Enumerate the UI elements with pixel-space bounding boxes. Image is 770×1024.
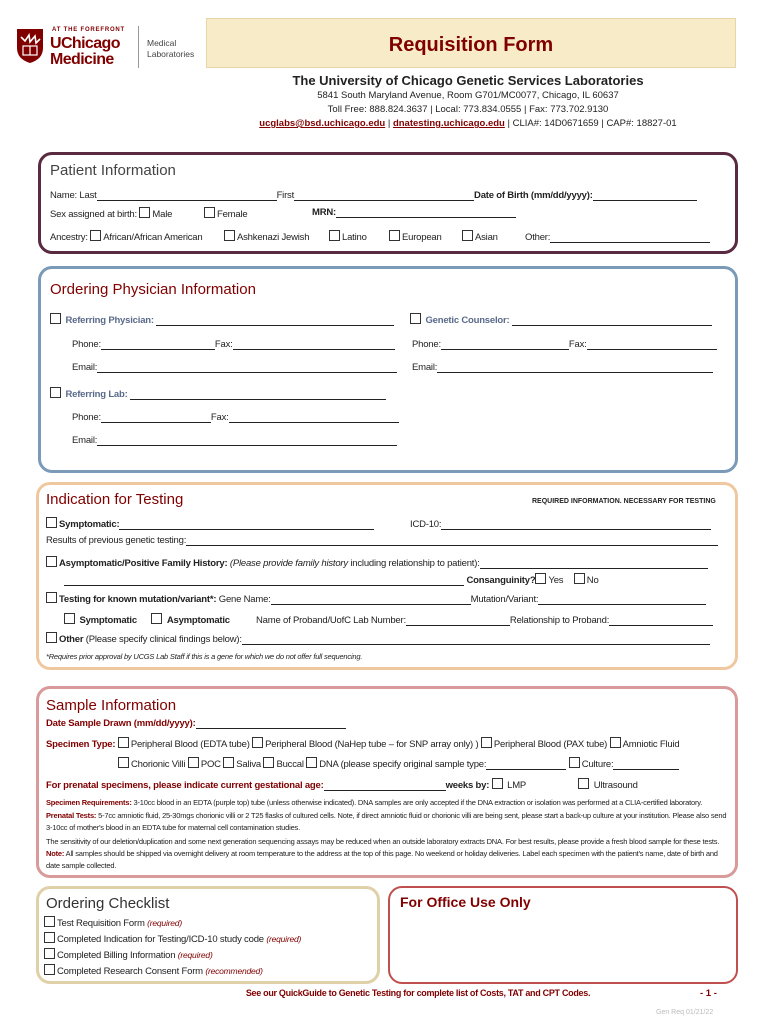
asymptomatic-label: Asymptomatic/Positive Family History: (59, 558, 228, 569)
page-number: - 1 - (700, 988, 717, 999)
first-name-label: First (276, 190, 295, 201)
ultrasound-label: Ultrasound (593, 780, 638, 791)
physician-phone-row (72, 339, 395, 350)
specimen-cvs-checkbox[interactable] (118, 757, 129, 768)
prenatal-tests (46, 810, 730, 834)
family-history-input[interactable] (480, 559, 708, 569)
referring-lab-checkbox[interactable] (50, 387, 61, 398)
counselor-fax-label: Fax: (568, 339, 587, 350)
ancestry-european-checkbox[interactable] (389, 230, 400, 241)
specimen-requirements-text: 3-10cc blood in an EDTA (purple top) tube (unless otherwise indicated). DNA samples are only accepted if the DNA extraction or isolation was performed at a CLIA-certified laboratory. (131, 798, 703, 807)
shipping-note (46, 848, 730, 872)
ancestry-other-label: Other: (525, 232, 551, 243)
known-mutation-row (46, 592, 706, 605)
known-mutation-checkbox[interactable] (46, 592, 57, 603)
specimen-requirements (46, 797, 730, 809)
referring-lab-row (50, 387, 386, 400)
sample-date-input[interactable] (196, 719, 346, 729)
consanguinity-yes-checkbox[interactable] (535, 573, 546, 584)
genetic-counselor-input[interactable] (512, 316, 712, 326)
contact-separator: | (385, 118, 393, 129)
university-shield-icon (16, 28, 44, 64)
specimen-dna-label: DNA (please specify original sample type: (319, 759, 487, 770)
consanguinity-no-label: No (586, 575, 599, 586)
specimen-dna-checkbox[interactable] (306, 757, 317, 768)
specimen-dna-input[interactable] (486, 760, 566, 770)
prenatal-label: For prenatal specimens, please indicate current gestational age: (46, 780, 324, 791)
logo-division-1: Medical (147, 38, 177, 48)
mutation-variant-input[interactable] (538, 595, 706, 605)
previous-results-row (46, 535, 718, 546)
specimen-poc-label: POC (200, 759, 221, 770)
specimen-buccal-checkbox[interactable] (263, 757, 274, 768)
checklist-item (44, 964, 263, 977)
checklist-item (44, 916, 182, 929)
specimen-requirements-label: Specimen Requirements: (46, 798, 132, 807)
specimen-amniotic-label: Amniotic Fluid (622, 739, 680, 750)
sensitivity-note: The sensitivity of our deletion/duplication and some next generation sequencing assays may be reduced when an outside laboratory extracts DNA. For best results, please provide a fresh blood sample for these tests. (46, 837, 720, 846)
symptomatic-row (46, 517, 374, 530)
gene-name-input[interactable] (271, 595, 471, 605)
lab-address: 5841 South Maryland Avenue, Room G701/MC0077, Chicago, IL 60637 (317, 90, 619, 101)
lab-name: The University of Chicago Genetic Services Laboratories (292, 73, 644, 88)
ancestry-latino (329, 230, 367, 243)
weeks-by-label: weeks by: (445, 780, 490, 791)
quickguide-note: See our QuickGuide to Genetic Testing for complete list of Costs, TAT and CPT Codes. (245, 988, 591, 998)
asymptomatic-row (46, 556, 708, 569)
checklist-item-checkbox[interactable] (44, 932, 55, 943)
physician-phone-label: Phone: (72, 339, 101, 350)
specimen-pax-checkbox[interactable] (481, 737, 492, 748)
last-name-label: Name: Last (50, 190, 97, 201)
counselor-phone-label: Phone: (412, 339, 441, 350)
specimen-nahep-label: Peripheral Blood (NaHep tube – for SNP array only) ) (265, 739, 479, 750)
lab-email-label: Email: (72, 435, 98, 446)
last-name-input[interactable] (97, 191, 277, 201)
consanguinity-yes-label: Yes (548, 575, 564, 586)
lab-email-input[interactable] (97, 436, 397, 446)
ancestry-latino-label: Latino (342, 232, 367, 243)
lab-ids: | CLIA#: 14D0671659 | CAP#: 18827-01 (504, 118, 677, 129)
asymptomatic-note-2: including relationship to patient): (347, 558, 480, 569)
ancestry-latino-checkbox[interactable] (329, 230, 340, 241)
logo (14, 24, 204, 72)
lab-phones: Toll Free: 888.824.3637 | Local: 773.834.0555 | Fax: 773.702.9130 (327, 104, 609, 115)
lab-phone-label: Phone: (72, 412, 101, 423)
physician-fax-label: Fax: (214, 339, 233, 350)
office-use-title: For Office Use Only (400, 894, 531, 910)
specimen-amniotic-checkbox[interactable] (610, 737, 621, 748)
specimen-culture-label: Culture: (581, 759, 614, 770)
symptomatic-input[interactable] (119, 520, 374, 530)
proband-symptomatic-checkbox[interactable] (64, 613, 75, 624)
previous-results-label: Results of previous genetic testing: (46, 535, 187, 546)
checklist-item-text: Completed Billing Information (57, 950, 178, 961)
counselor-email-input[interactable] (437, 363, 713, 373)
checklist-item-text: Completed Research Consent Form (57, 966, 206, 977)
referring-physician-checkbox[interactable] (50, 313, 61, 324)
logo-divider (138, 26, 139, 68)
physician-email-row (72, 362, 397, 373)
sex-label: Sex assigned at birth: (50, 209, 137, 220)
specimen-saliva-checkbox[interactable] (223, 757, 234, 768)
female-label: Female (217, 209, 248, 220)
checklist-item-checkbox[interactable] (44, 916, 55, 927)
counselor-email-row (412, 362, 713, 373)
specimen-type-row-2 (118, 757, 679, 770)
dob-label: Date of Birth (mm/dd/yyyy): (474, 190, 593, 201)
ancestry-european-label: European (402, 232, 442, 243)
proband-asymptomatic-label: Asymptomatic (166, 615, 230, 626)
referring-physician-input[interactable] (156, 316, 394, 326)
lab-contact-line (170, 118, 766, 129)
checklist-item-text: Completed Indication for Testing/ICD-10 study code (57, 934, 267, 945)
physician-fax-input[interactable] (233, 340, 395, 350)
referring-physician-row (50, 313, 394, 326)
asymptomatic-checkbox[interactable] (46, 556, 57, 567)
specimen-type-row (46, 737, 679, 750)
counselor-phone-input[interactable] (441, 340, 569, 350)
other-indication-input[interactable] (242, 635, 710, 645)
icd-row (410, 519, 711, 530)
mrn-label: MRN: (312, 207, 336, 218)
form-title: Requisition Form (388, 34, 554, 56)
shipping-note-label: Note: (46, 849, 65, 858)
other-indication-note: (Please specify clinical findings below): (85, 634, 242, 645)
sample-section-title: Sample Information (46, 697, 177, 714)
specimen-pax-label: Peripheral Blood (PAX tube) (493, 739, 608, 750)
physician-section-title: Ordering Physician Information (50, 281, 256, 298)
lmp-checkbox[interactable] (492, 778, 503, 789)
lab-phone-input[interactable] (101, 413, 211, 423)
lab-email-link[interactable]: ucglabs@bsd.uchicago.edu (259, 118, 386, 129)
shipping-note-text: All samples should be shipped via overnight delivery at room temperature to the address at the top of this page. No weekend or holiday deliveries. Label each specimen with the patient's name, date of birth and date sample collected. (46, 849, 718, 870)
specimen-culture-checkbox[interactable] (569, 757, 580, 768)
ancestry-other-input[interactable] (550, 233, 710, 243)
indication-section-title: Indication for Testing (46, 491, 184, 508)
ancestry-ashkenazi-checkbox[interactable] (224, 230, 235, 241)
checklist-item (44, 932, 301, 945)
physician-email-label: Email: (72, 362, 98, 373)
mrn-row (312, 207, 516, 218)
specimen-saliva-label: Saliva (236, 759, 261, 770)
proband-name-label: Name of Proband/UofC Lab Number: (256, 615, 406, 626)
first-name-input[interactable] (294, 191, 474, 201)
sample-date-label: Date Sample Drawn (mm/dd/yyyy): (46, 718, 196, 729)
checklist-item-checkbox[interactable] (44, 948, 55, 959)
ancestry-asian-label: Asian (475, 232, 498, 243)
checklist-item-note: (required) (177, 950, 213, 960)
indication-footnote: *Requires prior approval by UCGS Lab Staff if this is a gene for which we do not offer full sequencing. (46, 652, 363, 661)
proband-name-input[interactable] (406, 616, 510, 626)
counselor-phone-row (412, 339, 717, 350)
physician-email-input[interactable] (97, 363, 397, 373)
counselor-email-label: Email: (412, 362, 438, 373)
ancestry-label: Ancestry: (50, 232, 88, 243)
ancestry-ashkenazi (224, 230, 309, 243)
ancestry-asian-checkbox[interactable] (462, 230, 473, 241)
sex-row (50, 207, 172, 220)
referring-physician-label: Referring Physician: (65, 315, 154, 326)
proband-row (64, 613, 230, 626)
consanguinity-no-checkbox[interactable] (574, 573, 585, 584)
female-checkbox[interactable] (204, 207, 215, 218)
known-mutation-label: Testing for known mutation/variant*: (59, 594, 217, 605)
mutation-variant-label: Mutation/Variant: (470, 594, 539, 605)
checklist-item-checkbox[interactable] (44, 964, 55, 975)
genetic-counselor-label: Genetic Counselor: (425, 315, 510, 326)
checklist-item-note: (required) (266, 934, 302, 944)
lab-fax-label: Fax: (210, 412, 229, 423)
male-label: Male (152, 209, 173, 220)
checklist-item-note: (required) (147, 918, 182, 928)
counselor-fax-input[interactable] (587, 340, 717, 350)
mrn-input[interactable] (336, 208, 516, 218)
female-option (204, 207, 247, 220)
prenatal-tests-text: 5-7cc amniotic fluid, 25-30mgs chorionic villi or 2 T25 flasks of cultured cells. Note, if direct amniotic fluid or chorionic villi are being sent, please start a back-up culture at your institution. Please also send 3-10cc of mother's blood in an EDTA tube for maternal cell contamination studies. (46, 811, 727, 832)
other-indication-row (46, 632, 710, 645)
logo-division-2: Laboratories (147, 49, 195, 59)
consanguinity-label: Consanguinity? (466, 575, 536, 586)
specimen-culture-input[interactable] (613, 760, 679, 770)
genetic-counselor-row (410, 313, 712, 326)
proband-name-row (256, 615, 713, 626)
specimen-cvs-label: Chorionic Villi (131, 759, 186, 770)
asymptomatic-note: (Please provide family history (229, 558, 348, 569)
physician-phone-input[interactable] (101, 340, 215, 350)
ancestry-other (525, 232, 710, 243)
patient-section-title: Patient Information (50, 162, 176, 179)
lab-fax-input[interactable] (229, 413, 399, 423)
ancestry-african-label: African/African American (103, 232, 203, 243)
icd-input[interactable] (441, 520, 711, 530)
specimen-nahep-checkbox[interactable] (252, 737, 263, 748)
referring-lab-label: Referring Lab: (65, 389, 128, 400)
required-notice: REQUIRED INFORMATION. NECESSARY FOR TESTING (532, 498, 716, 505)
lab-web-link[interactable]: dnatesting.uchicago.edu (392, 118, 505, 129)
other-indication-checkbox[interactable] (46, 632, 57, 643)
checklist-section-title: Ordering Checklist (46, 895, 170, 912)
proband-symptomatic-label: Symptomatic (79, 615, 137, 626)
revision-code: Gen Req 01/21/22 (656, 1009, 714, 1016)
checklist-item (44, 948, 213, 961)
lmp-label: LMP (507, 780, 526, 791)
ultrasound-checkbox[interactable] (578, 778, 589, 789)
logo-brand-2: Medicine (50, 51, 114, 68)
gestational-age-input[interactable] (324, 781, 446, 791)
logo-brand-1: UChicago (50, 35, 120, 52)
consanguinity-row (64, 573, 599, 586)
lab-email-row (72, 435, 397, 446)
prenatal-tests-label: Prenatal Tests: (46, 811, 97, 820)
icd-label: ICD-10: (410, 519, 442, 530)
specimen-type-label: Specimen Type: (46, 739, 116, 750)
specimen-buccal-label: Buccal (276, 759, 304, 770)
relationship-label: Relationship to Proband: (509, 615, 610, 626)
male-checkbox[interactable] (139, 207, 150, 218)
checklist-item-text: Test Requisition Form (57, 918, 148, 929)
specimen-edta-checkbox[interactable] (118, 737, 129, 748)
previous-results-input[interactable] (186, 536, 718, 546)
proband-asymptomatic-checkbox[interactable] (151, 613, 162, 624)
patient-name-row (50, 190, 697, 201)
checklist-item-note: (recommended) (205, 966, 263, 976)
dob-input[interactable] (593, 191, 697, 201)
symptomatic-checkbox[interactable] (46, 517, 57, 528)
specimen-poc-checkbox[interactable] (188, 757, 199, 768)
ancestry-row (50, 230, 202, 243)
genetic-counselor-checkbox[interactable] (410, 313, 421, 324)
family-history-input-2[interactable] (64, 576, 464, 586)
prenatal-row (46, 778, 638, 791)
symptomatic-label: Symptomatic: (59, 519, 120, 530)
relationship-input[interactable] (609, 616, 713, 626)
ancestry-african-checkbox[interactable] (90, 230, 101, 241)
specimen-edta-label: Peripheral Blood (EDTA tube) (130, 739, 250, 750)
referring-lab-input[interactable] (130, 390, 386, 400)
logo-tagline: AT THE FOREFRONT (52, 27, 126, 33)
ancestry-ashkenazi-label: Ashkenazi Jewish (237, 232, 310, 243)
ancestry-asian (462, 230, 498, 243)
other-indication-label: Other (59, 634, 84, 645)
ancestry-european (389, 230, 442, 243)
sample-date-row (46, 718, 346, 729)
lab-phone-row (72, 412, 399, 423)
gene-name-label: Gene Name: (218, 594, 271, 605)
